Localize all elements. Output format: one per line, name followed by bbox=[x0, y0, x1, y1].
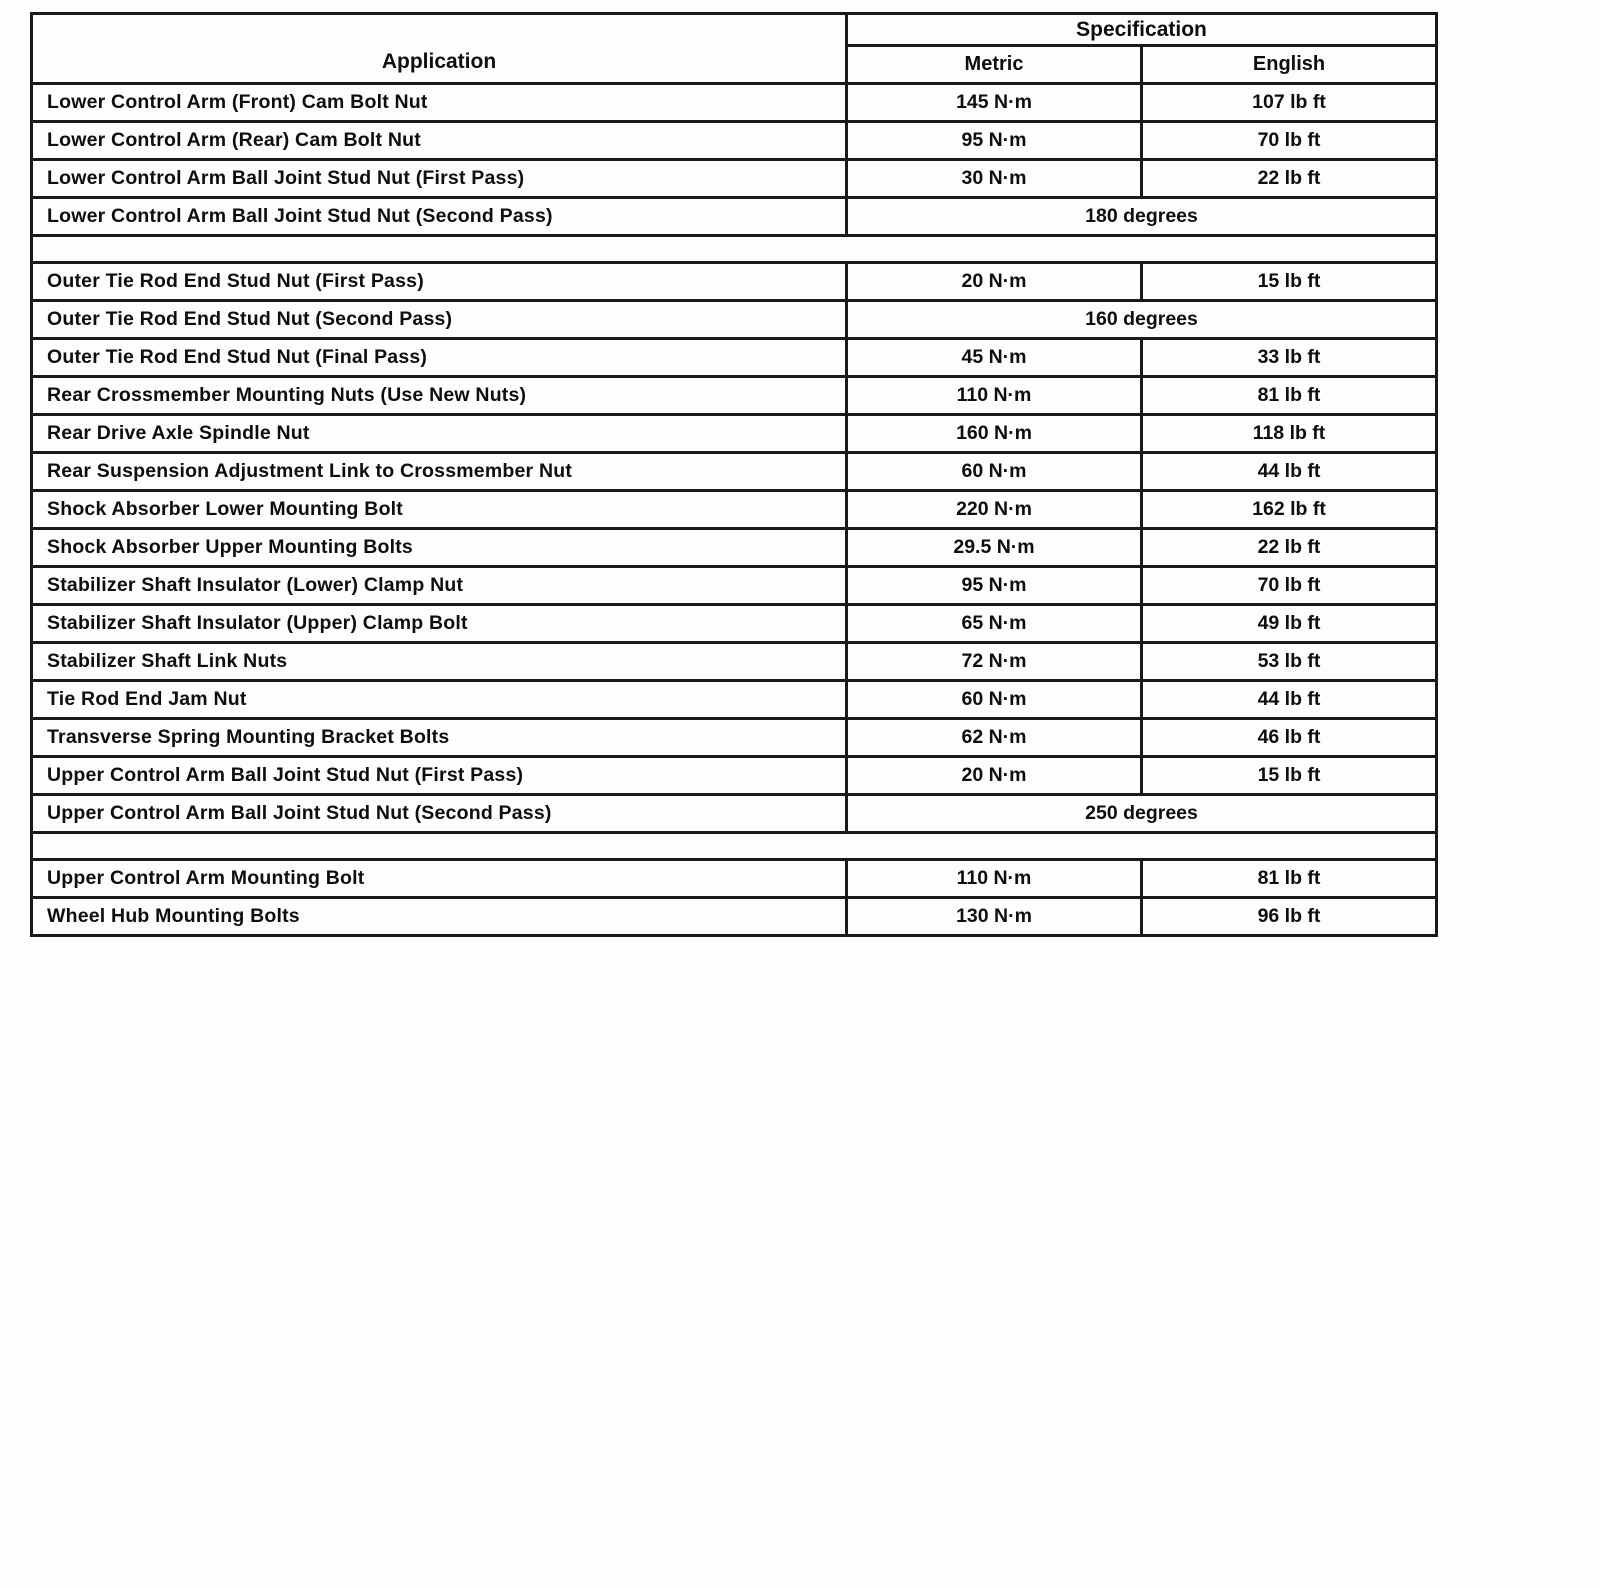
table-row bbox=[32, 605, 1437, 643]
metric-cell: 220 N·m bbox=[847, 491, 1142, 529]
specification-span-cell: 180 degrees bbox=[847, 198, 1437, 236]
metric-cell: 20 N·m bbox=[847, 263, 1142, 301]
english-cell: 44 lb ft bbox=[1142, 453, 1437, 491]
table-body bbox=[32, 84, 1437, 936]
application-cell: Upper Control Arm Mounting Bolt bbox=[32, 860, 847, 898]
english-cell: 33 lb ft bbox=[1142, 339, 1437, 377]
application-cell: Upper Control Arm Ball Joint Stud Nut (First Pass) bbox=[32, 757, 847, 795]
english-cell: 22 lb ft bbox=[1142, 529, 1437, 567]
english-cell: 107 lb ft bbox=[1142, 84, 1437, 122]
application-cell: Stabilizer Shaft Insulator (Lower) Clamp Nut bbox=[32, 567, 847, 605]
specification-span-cell: 250 degrees bbox=[847, 795, 1437, 833]
english-cell: 46 lb ft bbox=[1142, 719, 1437, 757]
application-cell: Upper Control Arm Ball Joint Stud Nut (Second Pass) bbox=[32, 795, 847, 833]
metric-cell: 95 N·m bbox=[847, 122, 1142, 160]
metric-cell: 110 N·m bbox=[847, 377, 1142, 415]
application-cell: Rear Suspension Adjustment Link to Crossmember Nut bbox=[32, 453, 847, 491]
application-cell: Rear Crossmember Mounting Nuts (Use New Nuts) bbox=[32, 377, 847, 415]
english-cell: 96 lb ft bbox=[1142, 898, 1437, 936]
application-cell: Outer Tie Rod End Stud Nut (Second Pass) bbox=[32, 301, 847, 339]
metric-cell: 20 N·m bbox=[847, 757, 1142, 795]
table-row bbox=[32, 339, 1437, 377]
application-cell: Shock Absorber Upper Mounting Bolts bbox=[32, 529, 847, 567]
table-row bbox=[32, 643, 1437, 681]
application-cell: Outer Tie Rod End Stud Nut (Final Pass) bbox=[32, 339, 847, 377]
english-cell: 44 lb ft bbox=[1142, 681, 1437, 719]
spacer-row bbox=[32, 833, 1437, 860]
table-row bbox=[32, 453, 1437, 491]
metric-cell: 65 N·m bbox=[847, 605, 1142, 643]
english-cell: 81 lb ft bbox=[1142, 860, 1437, 898]
table-row bbox=[32, 719, 1437, 757]
application-column-header: Application bbox=[32, 14, 847, 84]
application-cell: Tie Rod End Jam Nut bbox=[32, 681, 847, 719]
english-cell: 15 lb ft bbox=[1142, 263, 1437, 301]
english-cell: 49 lb ft bbox=[1142, 605, 1437, 643]
english-cell: 162 lb ft bbox=[1142, 491, 1437, 529]
english-cell: 22 lb ft bbox=[1142, 160, 1437, 198]
torque-specification-table bbox=[30, 12, 1438, 937]
table-row bbox=[32, 567, 1437, 605]
table-row bbox=[32, 198, 1437, 236]
application-cell: Lower Control Arm (Rear) Cam Bolt Nut bbox=[32, 122, 847, 160]
header-row-specification bbox=[32, 14, 1437, 46]
spacer-cell bbox=[32, 236, 1437, 263]
application-cell: Lower Control Arm (Front) Cam Bolt Nut bbox=[32, 84, 847, 122]
metric-column-header: Metric bbox=[847, 46, 1142, 84]
metric-cell: 60 N·m bbox=[847, 453, 1142, 491]
application-cell: Stabilizer Shaft Link Nuts bbox=[32, 643, 847, 681]
english-cell: 53 lb ft bbox=[1142, 643, 1437, 681]
metric-cell: 45 N·m bbox=[847, 339, 1142, 377]
metric-cell: 30 N·m bbox=[847, 160, 1142, 198]
application-cell: Rear Drive Axle Spindle Nut bbox=[32, 415, 847, 453]
spacer-row bbox=[32, 236, 1437, 263]
metric-cell: 60 N·m bbox=[847, 681, 1142, 719]
application-cell: Outer Tie Rod End Stud Nut (First Pass) bbox=[32, 263, 847, 301]
table-row bbox=[32, 301, 1437, 339]
metric-cell: 130 N·m bbox=[847, 898, 1142, 936]
application-cell: Wheel Hub Mounting Bolts bbox=[32, 898, 847, 936]
english-cell: 70 lb ft bbox=[1142, 122, 1437, 160]
metric-cell: 72 N·m bbox=[847, 643, 1142, 681]
table-row bbox=[32, 415, 1437, 453]
application-cell: Shock Absorber Lower Mounting Bolt bbox=[32, 491, 847, 529]
table-row bbox=[32, 84, 1437, 122]
table-row bbox=[32, 757, 1437, 795]
table-row bbox=[32, 795, 1437, 833]
application-cell: Lower Control Arm Ball Joint Stud Nut (Second Pass) bbox=[32, 198, 847, 236]
english-column-header: English bbox=[1142, 46, 1437, 84]
application-cell: Transverse Spring Mounting Bracket Bolts bbox=[32, 719, 847, 757]
table-row bbox=[32, 681, 1437, 719]
specification-span-cell: 160 degrees bbox=[847, 301, 1437, 339]
english-cell: 118 lb ft bbox=[1142, 415, 1437, 453]
metric-cell: 95 N·m bbox=[847, 567, 1142, 605]
table-row bbox=[32, 377, 1437, 415]
table-header bbox=[32, 14, 1437, 84]
table-row bbox=[32, 898, 1437, 936]
application-cell: Lower Control Arm Ball Joint Stud Nut (First Pass) bbox=[32, 160, 847, 198]
english-cell: 15 lb ft bbox=[1142, 757, 1437, 795]
application-cell: Stabilizer Shaft Insulator (Upper) Clamp Bolt bbox=[32, 605, 847, 643]
metric-cell: 110 N·m bbox=[847, 860, 1142, 898]
table-row bbox=[32, 529, 1437, 567]
metric-cell: 29.5 N·m bbox=[847, 529, 1142, 567]
table-row bbox=[32, 263, 1437, 301]
table-row bbox=[32, 860, 1437, 898]
table-row bbox=[32, 491, 1437, 529]
specification-column-header: Specification bbox=[847, 14, 1437, 46]
table-row bbox=[32, 122, 1437, 160]
table-row bbox=[32, 160, 1437, 198]
spacer-cell bbox=[32, 833, 1437, 860]
metric-cell: 62 N·m bbox=[847, 719, 1142, 757]
metric-cell: 145 N·m bbox=[847, 84, 1142, 122]
metric-cell: 160 N·m bbox=[847, 415, 1142, 453]
english-cell: 81 lb ft bbox=[1142, 377, 1437, 415]
english-cell: 70 lb ft bbox=[1142, 567, 1437, 605]
